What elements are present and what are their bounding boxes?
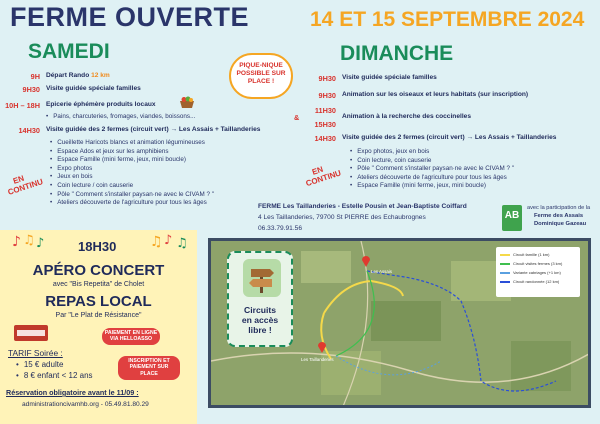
partner-person: Dominique Gazeau	[534, 221, 587, 227]
organizer-line1: FERME Les Taillanderies - Estelle Pousin et Jean-Baptiste Coiffard	[258, 203, 467, 210]
music-notes-icon	[150, 232, 194, 250]
place-les-taillanderies: Les Taillanderies	[301, 357, 334, 362]
list-item: • 8 € enfant < 12 ans	[16, 370, 93, 381]
list-item: • Cueillette Haricots blancs et animation légumineuses	[50, 139, 214, 148]
samedi-time-1: 9H	[30, 72, 40, 81]
list-item: • Ateliers découverte de l'agriculture pour tous les âges	[50, 199, 214, 208]
circuits-label: Circuits en accès libre !	[241, 305, 279, 335]
place-les-assais: Les Assais	[371, 269, 392, 274]
event-date: 14 ET 15 SEPTEMBRE 2024	[310, 8, 585, 31]
samedi-continu-list	[50, 139, 214, 208]
dimanche-continu-list	[350, 148, 514, 191]
dimanche-activity-4: Visite guidée des 2 fermes (circuit vert) → Les Assais + Taillanderies	[342, 134, 557, 141]
dimanche-time-2: 9H30	[318, 91, 336, 100]
list-item: • Pôle " Comment s'installer paysan·ne avec le CIVAM ? "	[50, 191, 214, 200]
samedi-activity-2: Visite guidée spéciale familles	[46, 85, 141, 92]
svg-text:♫: ♫	[176, 236, 188, 250]
legend-swatch	[500, 263, 510, 265]
basket-icon	[179, 96, 195, 108]
soiree-time: 18H30	[78, 239, 117, 254]
samedi-en-continu: EN CONTINU	[6, 173, 45, 197]
band-name: avec "Bis Repetita" de Cholet	[52, 281, 145, 288]
organizer-phone: 06.33.79.91.56	[258, 225, 302, 232]
dimanche-activity-1: Visite guidée spéciale familles	[342, 74, 437, 81]
svg-text:♪: ♪	[36, 236, 45, 250]
list-item: • Pôle " Comment s'installer paysan·ne avec le CIVAM ? "	[350, 165, 514, 174]
samedi-rando-distance: 12 km	[91, 72, 110, 79]
list-item: • Coin lecture, coin causerie	[350, 157, 514, 166]
legend-item	[500, 250, 576, 259]
legend-swatch	[500, 272, 510, 274]
epicerie-items	[46, 113, 195, 122]
ab-logo: AB	[502, 205, 522, 231]
list-item: • Coin lecture / coin causerie	[50, 182, 214, 191]
dimanche-activity-2: Animation sur les oiseaux et leurs habitats (sur inscription)	[342, 91, 529, 98]
dimanche-title: DIMANCHE	[340, 42, 454, 65]
partner-name: Ferme des Assais	[534, 213, 584, 219]
samedi-activity-3: Epicerie éphémère produits locaux	[46, 101, 156, 108]
music-notes-icon	[12, 232, 52, 250]
list-item: • Jeux en bois	[50, 173, 214, 182]
pay-online-button[interactable]: PAIEMENT EN LIGNE VIA HELLOASSO	[102, 328, 160, 345]
map-legend	[496, 247, 580, 297]
samedi-activity-1: Départ Rando	[46, 72, 90, 79]
organizer-address: 4 Les Taillanderies, 79700 St PIERRE des Echaubrognes	[258, 214, 426, 221]
svg-text:♫: ♫	[23, 233, 35, 248]
map-pin-icon	[317, 341, 327, 353]
circuits-badge	[227, 251, 293, 347]
legend-swatch	[500, 254, 510, 256]
dimanche-en-continu: EN CONTINU	[304, 164, 343, 189]
list-item: • Espace Ados et jeux sur les amphibiens	[50, 148, 214, 157]
dimanche-time-3a: 11H30	[314, 106, 336, 115]
pay-onsite-button[interactable]: INSCRIPTION ET PAIEMENT SUR PLACE	[118, 356, 180, 380]
svg-text:♫: ♫	[150, 234, 163, 250]
list-item: • Expo photos, jeux en bois	[350, 148, 514, 157]
apero-title: APÉRO CONCERT	[32, 262, 165, 279]
caterer-name: Par "Le Plat de Résistance"	[55, 312, 142, 319]
repas-title: REPAS LOCAL	[45, 293, 152, 310]
page-title: FERME OUVERTE	[10, 2, 250, 32]
legend-swatch	[500, 281, 510, 283]
list-item: • Expo photos	[50, 165, 214, 174]
list-item: • Pains, charcuteries, fromages, viandes, boissons...	[46, 113, 195, 122]
legend-item	[500, 259, 576, 268]
dimanche-time-3b: 15H30	[314, 120, 336, 129]
partner-intro: avec la participation de la	[527, 205, 591, 211]
samedi-title: SAMEDI	[28, 40, 110, 63]
dimanche-amp: &	[294, 113, 300, 122]
dimanche-time-4: 14H30	[314, 134, 336, 143]
legend-label: Circuit visites fermes (3 km)	[513, 261, 563, 266]
list-item: • 15 € adulte	[16, 359, 93, 370]
legend-item	[500, 277, 576, 286]
legend-label: Circuit randonnée (12 km)	[513, 279, 560, 284]
signpost-icon	[243, 259, 281, 297]
caterer-logo-icon	[14, 325, 48, 341]
list-item: • Espace Famille (mini ferme, jeux, mini boucle)	[50, 156, 214, 165]
map-pin-icon	[361, 255, 371, 267]
legend-label: Circuit famille (1 km)	[513, 252, 550, 257]
pique-nique-badge: PIQUE-NIQUE POSSIBLE SUR PLACE !	[229, 53, 293, 99]
list-item: • Ateliers découverte de l'agriculture pour tous les âges	[350, 174, 514, 183]
contact-info[interactable]: administrationcivamhb.org - 05.49.81.80.29	[22, 401, 149, 408]
samedi-row-1	[46, 72, 110, 80]
samedi-time-4: 14H30	[18, 126, 40, 135]
dimanche-activity-3: Animation à la recherche des coccinelles	[342, 113, 471, 120]
list-item: • Espace Famille (mini ferme, jeux, mini boucle)	[350, 182, 514, 191]
legend-label: Variante cabriages (+1 km)	[513, 270, 561, 275]
circuit-map[interactable]	[208, 238, 591, 408]
samedi-time-2: 9H30	[22, 85, 40, 94]
samedi-time-3: 10H – 18H	[5, 101, 40, 110]
legend-item	[500, 268, 576, 277]
reservation-note: Réservation obligatoire avant le 11/09 :	[6, 388, 139, 397]
tarif-label: TARIF Soirée :	[8, 348, 63, 358]
svg-text:♪: ♪	[12, 234, 21, 250]
dimanche-time-1: 9H30	[318, 74, 336, 83]
svg-text:♪: ♪	[164, 233, 173, 248]
tarif-list	[16, 359, 93, 381]
samedi-activity-4: Visite guidée des 2 fermes (circuit vert) → Les Assais + Taillanderies	[46, 126, 261, 133]
